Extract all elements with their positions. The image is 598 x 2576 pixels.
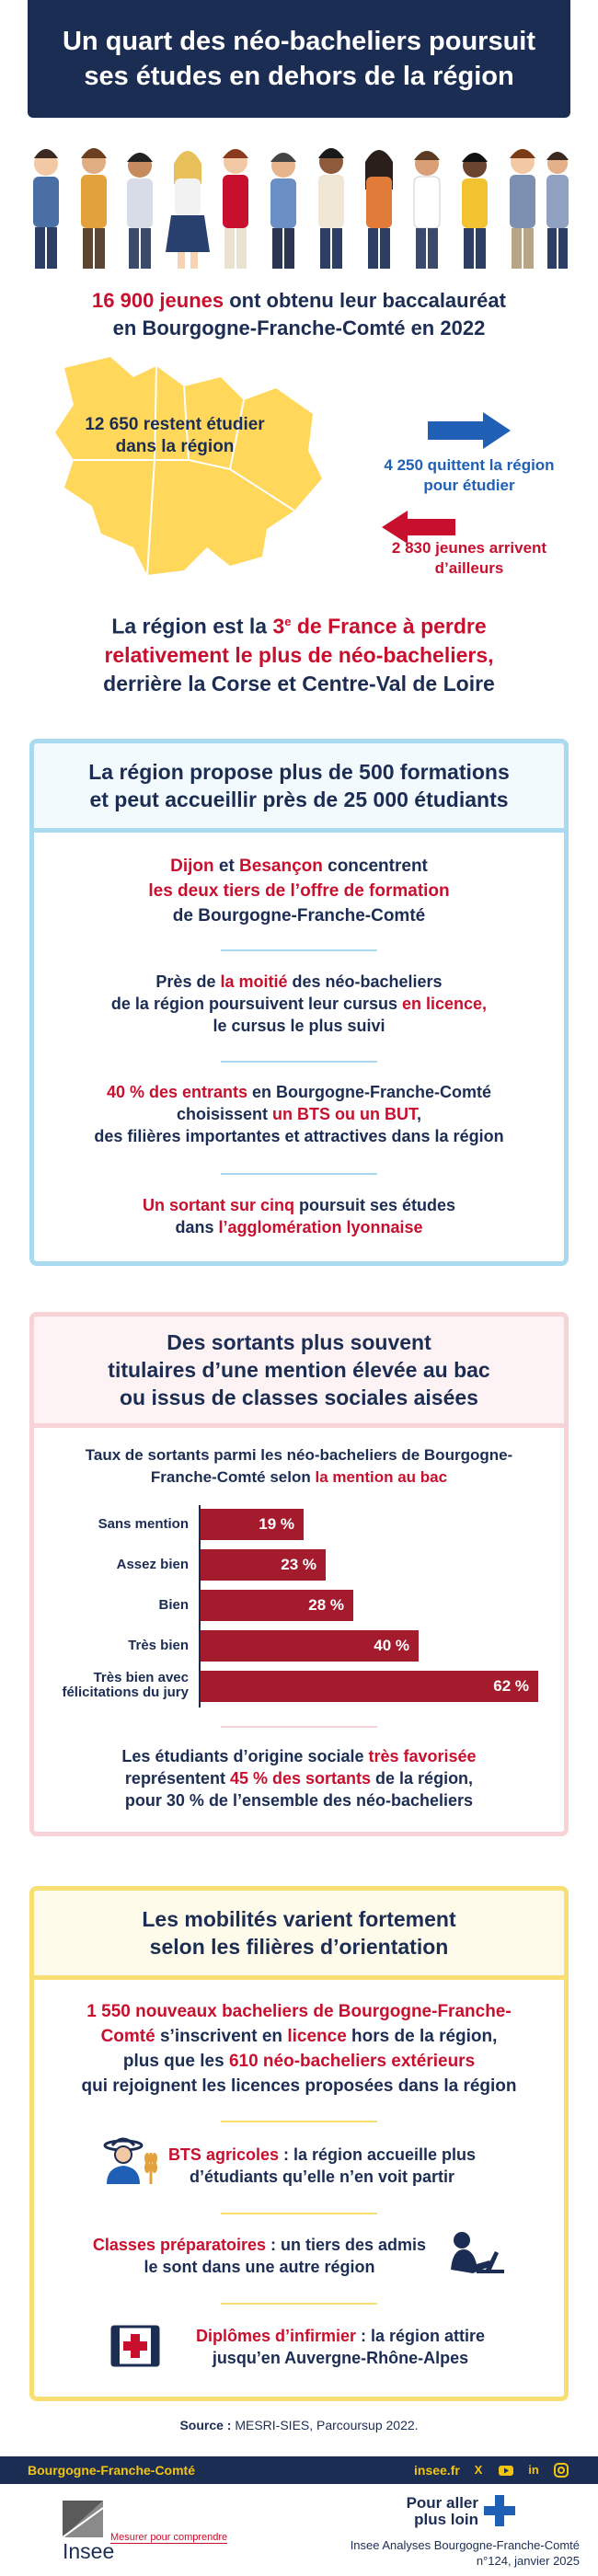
title-banner	[28, 0, 570, 118]
divider	[221, 2303, 377, 2305]
bar	[201, 1630, 419, 1662]
footer-bar	[0, 2456, 598, 2484]
bts-stat: 40 % des entrants en Bourgogne-Franche-Comté choisissent un BTS ou un BUT, des filières importantes et attractives dans la région	[94, 1083, 504, 1145]
divider	[221, 1173, 377, 1175]
bar	[201, 1509, 304, 1540]
publication-ref: Insee Analyses Bourgogne-Franche-Comté n°124, janvier 2025	[350, 2538, 580, 2568]
instagram-icon[interactable]	[554, 2463, 569, 2478]
divider	[221, 1726, 377, 1728]
arrive-label: 2 830 jeunes arrivent d’ailleurs	[391, 539, 547, 577]
bar-value-label: 23 %	[281, 1556, 316, 1573]
licence-stat: Près de la moitié des néo-bacheliers de la région poursuivent leur cursus en licence, le cursus le plus suivi	[110, 972, 488, 1035]
bar-value-label: 62 %	[493, 1677, 529, 1695]
plus-icon[interactable]	[484, 2495, 515, 2526]
bachelor-count: 16 900 jeunes	[92, 289, 224, 312]
region-map	[46, 350, 359, 589]
training-hubs: Dijon et Besançon concentrent les deux tiers de l’offre de formation de Bourgogne-Franche-Comté	[148, 857, 450, 926]
bar	[201, 1590, 353, 1621]
divider	[221, 2121, 377, 2122]
section-formations-heading: La région propose plus de 500 formations et peut accueillir près de 25 000 étudiants	[29, 739, 569, 833]
divider	[221, 1061, 377, 1063]
bar-value-label: 28 %	[308, 1596, 344, 1614]
divider	[221, 2213, 377, 2214]
bar	[201, 1671, 538, 1702]
licence-mobility-stat: 1 550 nouveaux bacheliers de Bourgogne-Franche- Comté s’inscrivent en licence hors de la région, plus que les 610 néo-bacheliers extérieurs qui rejoignent les licences proposées dans la région	[81, 2002, 517, 2096]
prepa-stat: Classes préparatoires : un tiers des admis le sont dans une autre région	[92, 2236, 427, 2276]
bar	[201, 1549, 326, 1581]
student-figure	[223, 149, 248, 269]
student-figure	[81, 148, 107, 269]
students-illustration	[26, 138, 572, 276]
bar-category-label: Assez bien	[116, 1557, 189, 1572]
bts-agricole-stat: BTS agricoles : la région accueille plus d’étudiants qu’elle n’en voit partir	[167, 2145, 477, 2186]
social-origin-stat: Les étudiants d’origine sociale très favorisée représentent 45 % des sortants de la région, pour 30 % de l’ensemble des néo-bacheliers	[121, 1747, 477, 1810]
bar-value-label: 19 %	[259, 1515, 294, 1533]
student-figure	[318, 148, 344, 269]
linkedin-icon[interactable]: in	[528, 2463, 539, 2477]
title-line-2: ses études en dehors de la région	[84, 62, 514, 91]
bar-category-label: Très bien	[128, 1638, 189, 1653]
insee-tagline: Mesurer pour comprendre	[110, 2532, 228, 2543]
chart-title: Taux de sortants parmi les néo-bacheliers de Bourgogne- Franche-Comté selon la mention au bac	[85, 1446, 513, 1486]
student-figure	[546, 152, 569, 269]
lyon-stat: Un sortant sur cinq poursuit ses études dans l’agglomération lyonnaise	[142, 1196, 456, 1236]
nursing-stat: Diplômes d’infirmier : la région attire jusqu’en Auvergne-Rhône-Alpes	[195, 2327, 486, 2367]
insee-logo-text: Insee	[63, 2539, 115, 2563]
student-figure	[365, 150, 393, 269]
bar-category-label: Sans mention	[98, 1516, 189, 1532]
leave-label: 4 250 quittent la région pour étudier	[384, 456, 555, 494]
stay-label: 12 650 restent étudier dans la région	[85, 415, 265, 456]
x-icon[interactable]: X	[474, 2463, 483, 2477]
source-note: Source : MESRI-SIES, Parcoursup 2022.	[179, 2418, 419, 2432]
student-figure	[33, 149, 59, 269]
bar-category-label: Très bien avec félicitations du jury	[62, 1670, 189, 1700]
footer-region: Bourgogne-Franche-Comté	[28, 2463, 195, 2478]
section-mentions-heading: Des sortants plus souvent titulaires d’une mention élevée au bac ou issus de classes sociales aisées	[29, 1312, 569, 1428]
insee-site-link[interactable]: insee.fr	[414, 2463, 460, 2478]
section-mobility-heading: Les mobilités varient fortement selon les filières d’orientation	[29, 1886, 569, 1980]
student-figure	[414, 151, 440, 269]
title-line-1: Un quart des néo-bacheliers poursuit	[62, 27, 536, 56]
intro-stat: 16 900 jeunes ont obtenu leur baccalauréat en Bourgogne-Franche-Comté en 2022	[92, 289, 506, 339]
student-figure	[166, 151, 210, 269]
insee-logo-icon	[63, 2501, 103, 2537]
bar-value-label: 40 %	[374, 1637, 409, 1654]
student-figure	[127, 153, 153, 269]
more-info-link[interactable]: Pour aller plus loin	[406, 2494, 478, 2528]
bar-category-label: Bien	[158, 1597, 189, 1613]
youtube-icon[interactable]	[499, 2463, 513, 2478]
student-figure	[510, 149, 535, 269]
chart-axis-line	[199, 1505, 201, 1708]
student-figure	[462, 153, 488, 269]
arrow-right-icon	[428, 412, 511, 449]
student-figure	[270, 153, 296, 269]
rank-statement: La région est la 3e de France à perdre relativement le plus de néo-bacheliers, derrière la Corse et Centre-Val de Loire	[103, 614, 495, 696]
divider	[221, 949, 377, 951]
